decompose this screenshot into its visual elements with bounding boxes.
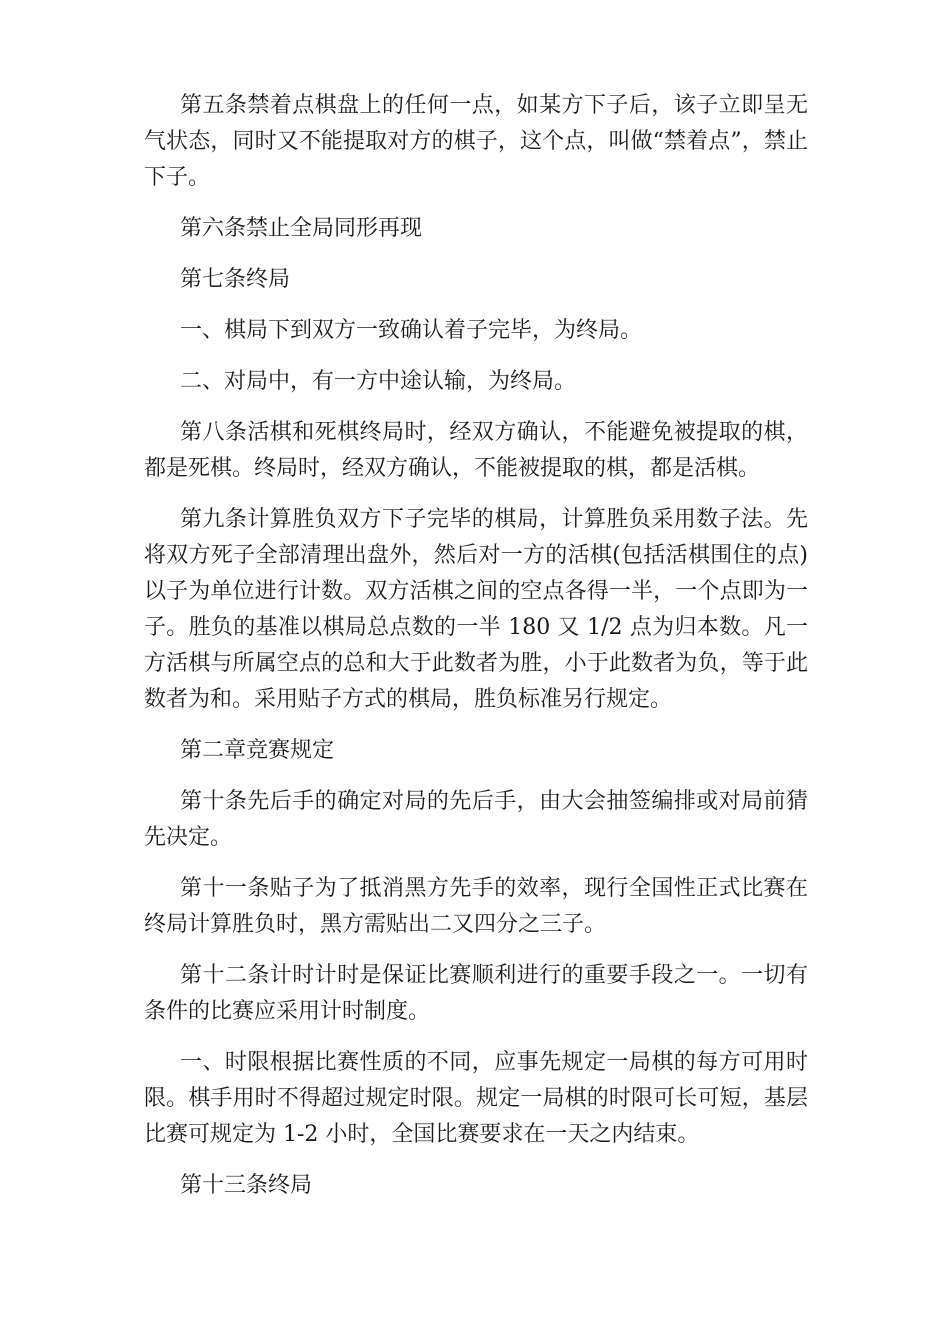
- paragraph-article-6: 第六条禁止全局同形再现: [180, 216, 423, 241]
- paragraph-article-12: 第十二条计时计时是保证比赛顺利进行的重要手段之一。一切有条件的比赛应采用计时制度。: [144, 963, 808, 1024]
- paragraph-article-5: 第五条禁着点棋盘上的任何一点，如某方下子后，该子立即呈无气状态，同时又不能提取对方的棋子，这个点，叫做“禁着点”，禁止下子。: [144, 93, 808, 190]
- document-page: [144, 88, 808, 1219]
- paragraph-article-12-item-1: 一、时限根据比赛性质的不同，应事先规定一局棋的每方可用时限。棋手用时不得超过规定时限。规定一局棋的时限可长可短，基层比赛可规定为 1-2 小时，全国比赛要求在一天之内结束。: [144, 1050, 808, 1147]
- paragraph-article-7-item-1: 一、棋局下到双方一致确认着子完毕，为终局。: [180, 318, 643, 343]
- paragraph-article-13: 第十三条终局: [180, 1173, 313, 1198]
- paragraph-article-9: 第九条计算胜负双方下子完毕的棋局，计算胜负采用数子法。先将双方死子全部清理出盘外，然后对一方的活棋(包括活棋围住的点)以子为单位进行计数。双方活棋之间的空点各得一半，一个点即为一子。胜负的基准以棋局总点数的一半 180 又 1/2 点为归本数。凡一方活棋与所属空点的总和大于此数者为胜，小于此数者为负，等于此数者为和。采用贴子方式的棋局，胜负标准另行规定。: [144, 507, 808, 712]
- paragraph-article-11: 第十一条贴子为了抵消黑方先手的效率，现行全国性正式比赛在终局计算胜负时，黑方需贴出二又四分之三子。: [144, 876, 808, 937]
- paragraph-article-8: 第八条活棋和死棋终局时，经双方确认，不能避免被提取的棋，都是死棋。终局时，经双方确认，不能被提取的棋，都是活棋。: [144, 420, 808, 481]
- paragraph-article-7: 第七条终局: [180, 267, 291, 292]
- paragraph-article-10: 第十条先后手的确定对局的先后手，由大会抽签编排或对局前猜先决定。: [144, 789, 808, 850]
- chapter-2-heading: 第二章竞赛规定: [180, 738, 335, 763]
- paragraph-article-7-item-2: 二、对局中，有一方中途认输，为终局。: [180, 369, 577, 394]
